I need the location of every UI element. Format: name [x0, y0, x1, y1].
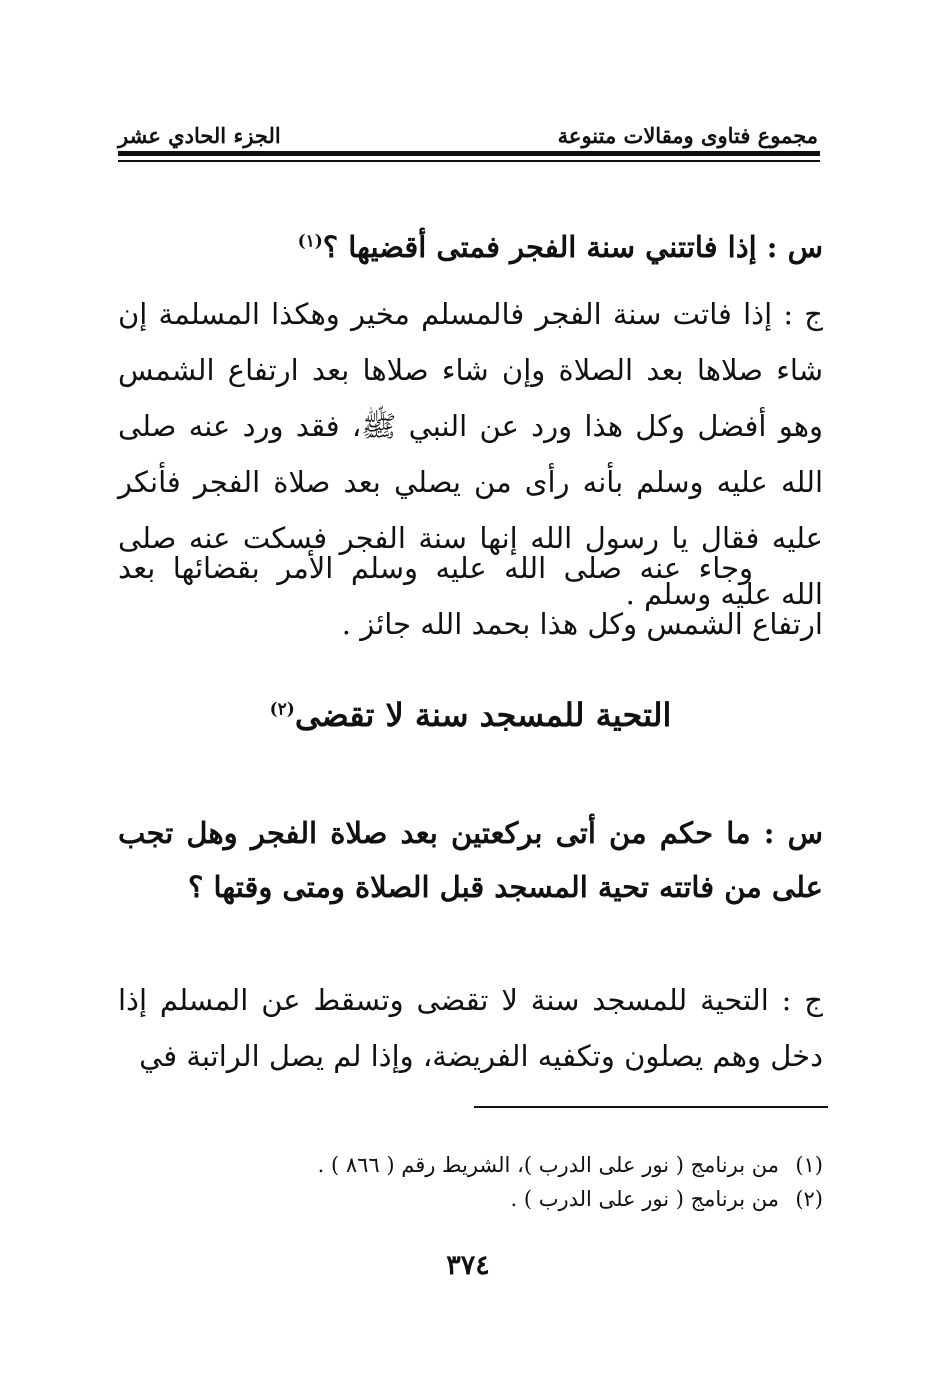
footnote-1-number: (١)	[795, 1153, 823, 1177]
section-title: التحية للمسجد سنة لا تقضى	[294, 696, 672, 734]
section-heading	[118, 696, 823, 734]
footnote-2-number: (٢)	[795, 1187, 823, 1211]
footnote-1-text: من برنامج ( نور على الدرب )، الشريط رقم ( ٨٦٦ ) .	[317, 1153, 779, 1177]
question-1	[118, 220, 823, 274]
footnote-2-text: من برنامج ( نور على الدرب ) .	[510, 1187, 779, 1211]
header-rule-thin	[118, 160, 820, 162]
answer-1-paragraph-1: ج : إذا فاتت سنة الفجر فالمسلم مخير وهكذا المسلمة إن شاء صلاها بعد الصلاة وإن شاء صلاها بعد ارتفاع الشمس وهو أفضل وكل هذا ورد عن النبي ﷺ، فقد ورد عنه صلى الله عليه وسلم بأنه رأى من يصلي بعد صلاة الفجر فأنكر عليه فقال يا رسول الله إنها سنة الفجر فسكت عنه صلى الله عليه وسلم .	[118, 297, 823, 611]
running-header	[118, 118, 818, 148]
question-1-text: س : إذا فاتتني سنة الفجر فمتى أقضيها ؟	[322, 230, 823, 264]
footnote-2	[118, 1182, 823, 1216]
question-2: س : ما حكم من أتى بركعتين بعد صلاة الفجر وهل تجب على من فاتته تحية المسجد قبل الصلاة ومتى وقتها ؟	[118, 816, 823, 904]
page-number: ٣٧٤	[446, 1250, 490, 1281]
footnote-ref-2: (٢)	[269, 699, 295, 720]
header-rule-thick	[118, 151, 820, 156]
answer-1-paragraph-2: وجاء عنه صلى الله عليه وسلم الأمر بقضائها بعد ارتفاع الشمس وكل هذا بحمد الله جائز .	[118, 551, 823, 641]
footnote-1	[118, 1148, 823, 1182]
answer-2: ج : التحية للمسجد سنة لا تقضى وتسقط عن المسلم إذا دخل وهم يصلون وتكفيه الفريضة، وإذا لم يصل الراتبة في	[118, 983, 823, 1073]
book-title: مجموع فتاوى ومقالات متنوعة	[557, 123, 818, 148]
footnote-divider	[474, 1106, 828, 1108]
footnotes	[118, 1148, 823, 1216]
volume-label: الجزء الحادي عشر	[118, 123, 281, 148]
footnote-ref-1: (١)	[297, 231, 323, 252]
